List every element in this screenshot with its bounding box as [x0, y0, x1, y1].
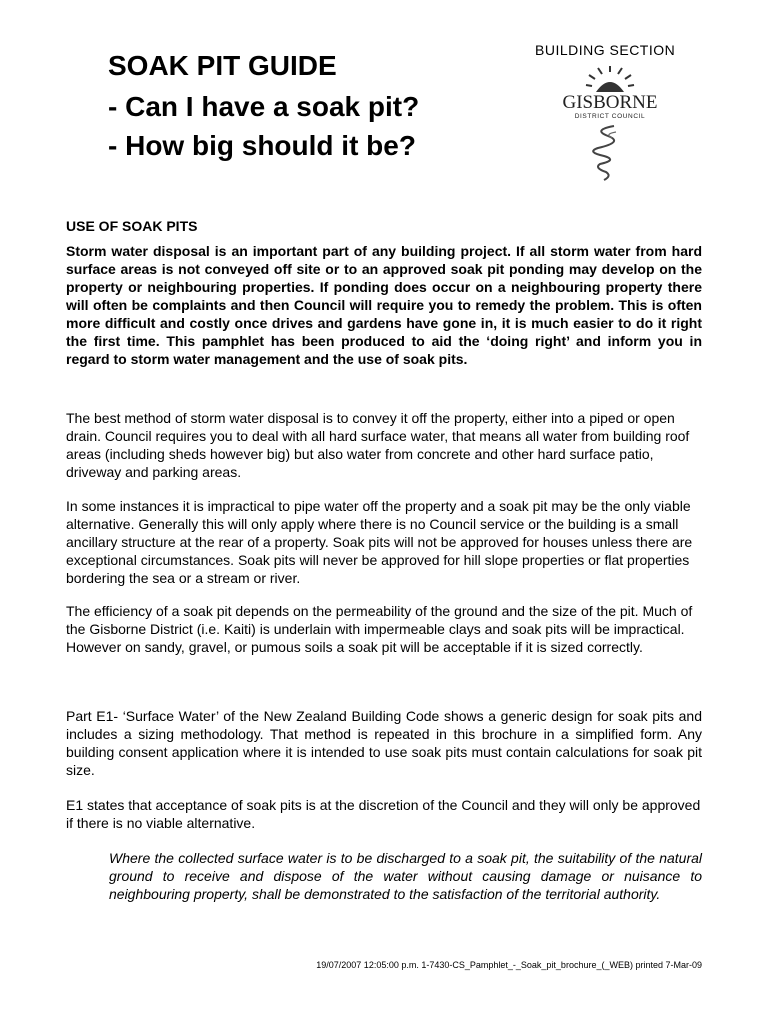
- section-heading: USE OF SOAK PITS: [66, 218, 198, 234]
- council-logo-graphic: [562, 64, 658, 184]
- council-logo: [562, 64, 658, 184]
- intro-paragraph: Storm water disposal is an important part of any building project. If all storm water from hard surface areas is not conveyed off site or to an approved soak pit ponding may develop on the property or neighbouring properties. If ponding does occur on a neighbouring property there will often be complaints and then Council will require you to remedy the problem. This is often more difficult and costly once drives and gardens have gone in, it is much easier to do it right the first time. This pamphlet has been produced to aid the ‘doing right’ and inform you in regard to storm water management and the use of soak pits.: [66, 243, 702, 367]
- paragraph-e1-acceptance: E1 states that acceptance of soak pits is at the discretion of the Council and they will only be approved if there is no viable alternative.: [66, 797, 701, 831]
- svg-text:GISBORNE: GISBORNE: [562, 92, 658, 113]
- paragraph-building-code: Part E1- ‘Surface Water’ of the New Zealand Building Code shows a generic design for soak pits and includes a sizing methodology. That method is repeated in this brochure in a simplified form. Any building consent application where it is intended to use soak pits must contain calculations for soak pit size.: [66, 708, 702, 778]
- page-title: SOAK PIT GUIDE: [108, 50, 337, 81]
- building-section-label: BUILDING SECTION: [535, 42, 676, 58]
- paragraph-efficiency: The efficiency of a soak pit depends on the permeability of the ground and the size of the pit. Much of the Gisborne District (i.e. Kaiti) is underlain with impermeable clays and soak pits will be impractical. However on sandy, gravel, or pumous soils a soak pit will be acceptable if it is sized correctly.: [66, 603, 693, 655]
- document-footer: 19/07/2007 12:05:00 p.m. 1-7430-CS_Pamphlet_-_Soak_pit_brochure_(_WEB) printed 7-Mar-09: [316, 960, 702, 970]
- paragraph-impractical: In some instances it is impractical to pipe water off the property and a soak pit may be the only viable alternative. Generally this will only apply where there is no Council service or the building is a small ancillary structure at the rear of a property. Soak pits will not be approved for houses unless there are exceptional circumstances. Soak pits will never be approved for hill slope properties or flat properties bordering the sea or a stream or river.: [66, 498, 693, 586]
- paragraph-best-method: The best method of storm water disposal is to convey it off the property, either into a piped or open drain. Council requires you to deal with all hard surface water, that means all water from building roof areas (including sheds however big) but also water from concrete and other hard surface patio, driveway and parking areas.: [66, 410, 690, 480]
- svg-text:DISTRICT COUNCIL: DISTRICT COUNCIL: [574, 113, 646, 120]
- subtitle-question-1: - Can I have a soak pit?: [108, 91, 420, 122]
- code-quote: Where the collected surface water is to be discharged to a soak pit, the suitability of the natural ground to receive and dispose of the water without causing damage or nuisance to neighbouring property, shall be demonstrated to the satisfaction of the territorial authority.: [109, 850, 702, 902]
- subtitle-question-2: - How big should it be?: [108, 130, 416, 161]
